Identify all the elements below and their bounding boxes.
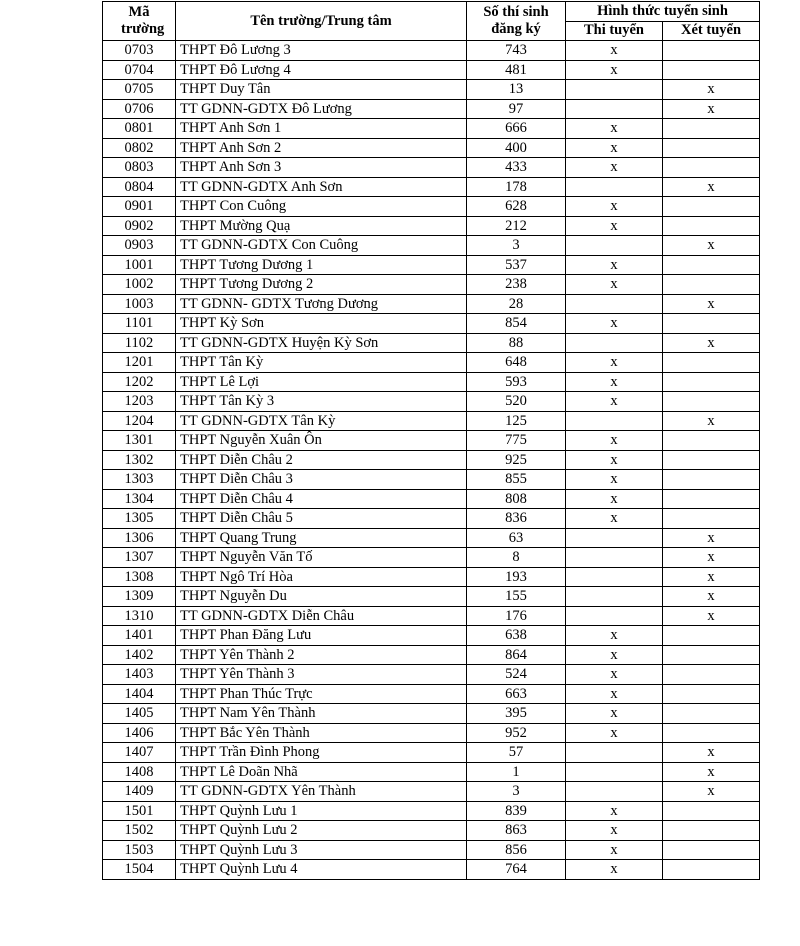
school-code-cell: 0804 (103, 177, 176, 197)
document-page (102, 1, 760, 880)
exam-mark-cell: x (566, 840, 663, 860)
school-name-cell: THPT Anh Sơn 3 (176, 158, 467, 178)
registered-count-cell: 925 (467, 450, 566, 470)
school-code-cell: 1406 (103, 723, 176, 743)
school-code-cell: 1504 (103, 860, 176, 880)
school-name-cell: THPT Quỳnh Lưu 1 (176, 801, 467, 821)
exam-mark-cell (566, 80, 663, 100)
review-mark-cell (663, 158, 760, 178)
review-mark-cell (663, 723, 760, 743)
school-name-cell: THPT Tân Kỳ (176, 353, 467, 373)
table-row (103, 99, 760, 119)
school-code-cell: 0803 (103, 158, 176, 178)
registered-count-cell: 520 (467, 392, 566, 412)
table-row (103, 470, 760, 490)
table-row (103, 353, 760, 373)
school-code-cell: 1301 (103, 431, 176, 451)
review-mark-cell (663, 645, 760, 665)
school-code-cell: 1402 (103, 645, 176, 665)
registered-count-cell: 666 (467, 119, 566, 139)
exam-mark-cell: x (566, 860, 663, 880)
review-mark-cell (663, 392, 760, 412)
review-mark-cell (663, 684, 760, 704)
school-code-cell: 1002 (103, 275, 176, 295)
review-mark-cell: x (663, 762, 760, 782)
exam-mark-cell: x (566, 60, 663, 80)
school-name-cell: THPT Con Cuông (176, 197, 467, 217)
school-name-cell: THPT Ngô Trí Hòa (176, 567, 467, 587)
school-name-cell: THPT Quỳnh Lưu 2 (176, 821, 467, 841)
table-row (103, 509, 760, 529)
exam-mark-cell: x (566, 801, 663, 821)
table-row (103, 840, 760, 860)
school-code-cell: 1304 (103, 489, 176, 509)
exam-mark-cell (566, 99, 663, 119)
review-mark-cell (663, 626, 760, 646)
exam-mark-cell (566, 333, 663, 353)
school-name-cell: THPT Anh Sơn 2 (176, 138, 467, 158)
school-name-cell: THPT Đô Lương 4 (176, 60, 467, 80)
school-name-cell: THPT Diễn Châu 4 (176, 489, 467, 509)
registered-count-cell: 212 (467, 216, 566, 236)
school-code-cell: 1201 (103, 353, 176, 373)
exam-mark-cell (566, 528, 663, 548)
header-registered-count: Số thí sinh đăng ký (467, 2, 566, 41)
exam-mark-cell (566, 411, 663, 431)
table-row (103, 606, 760, 626)
exam-mark-cell (566, 782, 663, 802)
table-header (103, 2, 760, 41)
registered-count-cell: 238 (467, 275, 566, 295)
exam-mark-cell: x (566, 41, 663, 61)
school-name-cell: THPT Đô Lương 3 (176, 41, 467, 61)
table-row (103, 684, 760, 704)
exam-mark-cell (566, 762, 663, 782)
review-mark-cell (663, 450, 760, 470)
registered-count-cell: 193 (467, 567, 566, 587)
exam-mark-cell (566, 567, 663, 587)
registered-count-cell: 628 (467, 197, 566, 217)
registered-count-cell: 648 (467, 353, 566, 373)
school-name-cell: THPT Trần Đình Phong (176, 743, 467, 763)
review-mark-cell (663, 840, 760, 860)
exam-mark-cell: x (566, 723, 663, 743)
school-code-cell: 1409 (103, 782, 176, 802)
school-name-cell: TT GDNN- GDTX Tương Dương (176, 294, 467, 314)
registered-count-cell: 8 (467, 548, 566, 568)
school-code-cell: 0705 (103, 80, 176, 100)
school-name-cell: THPT Mường Quạ (176, 216, 467, 236)
school-name-cell: TT GDNN-GDTX Con Cuông (176, 236, 467, 256)
review-mark-cell: x (663, 606, 760, 626)
review-mark-cell (663, 314, 760, 334)
school-name-cell: THPT Lê Doãn Nhã (176, 762, 467, 782)
review-mark-cell: x (663, 177, 760, 197)
registered-count-cell: 836 (467, 509, 566, 529)
school-name-cell: THPT Diễn Châu 2 (176, 450, 467, 470)
registered-count-cell: 764 (467, 860, 566, 880)
table-row (103, 743, 760, 763)
school-code-cell: 1203 (103, 392, 176, 412)
exam-mark-cell: x (566, 158, 663, 178)
registered-count-cell: 524 (467, 665, 566, 685)
table-row (103, 762, 760, 782)
school-name-cell: THPT Quỳnh Lưu 3 (176, 840, 467, 860)
review-mark-cell (663, 197, 760, 217)
table-row (103, 333, 760, 353)
registered-count-cell: 808 (467, 489, 566, 509)
school-name-cell: THPT Bắc Yên Thành (176, 723, 467, 743)
table-row (103, 314, 760, 334)
review-mark-cell (663, 60, 760, 80)
school-name-cell: THPT Quang Trung (176, 528, 467, 548)
review-mark-cell (663, 509, 760, 529)
review-mark-cell: x (663, 236, 760, 256)
review-mark-cell (663, 470, 760, 490)
school-code-cell: 1202 (103, 372, 176, 392)
table-row (103, 197, 760, 217)
exam-mark-cell (566, 587, 663, 607)
school-code-cell: 0703 (103, 41, 176, 61)
school-code-cell: 1408 (103, 762, 176, 782)
review-mark-cell: x (663, 294, 760, 314)
exam-mark-cell: x (566, 684, 663, 704)
exam-mark-cell: x (566, 314, 663, 334)
admissions-table (102, 1, 760, 880)
school-code-cell: 1309 (103, 587, 176, 607)
review-mark-cell: x (663, 333, 760, 353)
registered-count-cell: 155 (467, 587, 566, 607)
school-code-cell: 1003 (103, 294, 176, 314)
exam-mark-cell: x (566, 645, 663, 665)
review-mark-cell (663, 801, 760, 821)
review-mark-cell (663, 489, 760, 509)
exam-mark-cell (566, 606, 663, 626)
school-name-cell: THPT Yên Thành 3 (176, 665, 467, 685)
header-school-name: Tên trường/Trung tâm (176, 2, 467, 41)
review-mark-cell (663, 138, 760, 158)
school-code-cell: 1306 (103, 528, 176, 548)
school-name-cell: THPT Tương Dương 2 (176, 275, 467, 295)
registered-count-cell: 125 (467, 411, 566, 431)
school-code-cell: 0902 (103, 216, 176, 236)
school-code-cell: 1405 (103, 704, 176, 724)
table-row (103, 782, 760, 802)
school-code-cell: 1101 (103, 314, 176, 334)
table-row (103, 860, 760, 880)
table-row (103, 411, 760, 431)
registered-count-cell: 3 (467, 782, 566, 802)
review-mark-cell: x (663, 548, 760, 568)
table-row (103, 626, 760, 646)
school-code-cell: 1502 (103, 821, 176, 841)
school-name-cell: TT GDNN-GDTX Tân Kỳ (176, 411, 467, 431)
table-row (103, 704, 760, 724)
school-code-cell: 1403 (103, 665, 176, 685)
exam-mark-cell: x (566, 431, 663, 451)
school-code-cell: 1302 (103, 450, 176, 470)
exam-mark-cell: x (566, 821, 663, 841)
registered-count-cell: 57 (467, 743, 566, 763)
registered-count-cell: 481 (467, 60, 566, 80)
registered-count-cell: 839 (467, 801, 566, 821)
school-name-cell: TT GDNN-GDTX Diễn Châu (176, 606, 467, 626)
table-row (103, 158, 760, 178)
header-exam: Thi tuyển (566, 21, 663, 41)
registered-count-cell: 28 (467, 294, 566, 314)
table-row (103, 567, 760, 587)
school-name-cell: THPT Tân Kỳ 3 (176, 392, 467, 412)
exam-mark-cell: x (566, 216, 663, 236)
school-code-cell: 1407 (103, 743, 176, 763)
registered-count-cell: 433 (467, 158, 566, 178)
registered-count-cell: 855 (467, 470, 566, 490)
review-mark-cell (663, 372, 760, 392)
school-code-cell: 1308 (103, 567, 176, 587)
table-row (103, 80, 760, 100)
school-name-cell: THPT Diễn Châu 3 (176, 470, 467, 490)
table-row (103, 216, 760, 236)
school-name-cell: THPT Diễn Châu 5 (176, 509, 467, 529)
table-row (103, 665, 760, 685)
review-mark-cell: x (663, 99, 760, 119)
table-row (103, 645, 760, 665)
table-row (103, 236, 760, 256)
exam-mark-cell: x (566, 119, 663, 139)
header-school-code: Mã trường (103, 2, 176, 41)
school-code-cell: 0901 (103, 197, 176, 217)
registered-count-cell: 97 (467, 99, 566, 119)
school-code-cell: 1305 (103, 509, 176, 529)
school-code-cell: 1401 (103, 626, 176, 646)
registered-count-cell: 13 (467, 80, 566, 100)
table-row (103, 587, 760, 607)
exam-mark-cell: x (566, 275, 663, 295)
school-name-cell: THPT Tương Dương 1 (176, 255, 467, 275)
exam-mark-cell (566, 743, 663, 763)
school-code-cell: 0704 (103, 60, 176, 80)
review-mark-cell: x (663, 411, 760, 431)
registered-count-cell: 178 (467, 177, 566, 197)
registered-count-cell: 63 (467, 528, 566, 548)
exam-mark-cell (566, 236, 663, 256)
review-mark-cell: x (663, 528, 760, 548)
table-row (103, 275, 760, 295)
table-row (103, 489, 760, 509)
school-code-cell: 1102 (103, 333, 176, 353)
registered-count-cell: 864 (467, 645, 566, 665)
school-name-cell: THPT Nam Yên Thành (176, 704, 467, 724)
registered-count-cell: 537 (467, 255, 566, 275)
review-mark-cell: x (663, 743, 760, 763)
school-name-cell: THPT Nguyễn Văn Tố (176, 548, 467, 568)
exam-mark-cell: x (566, 197, 663, 217)
table-row (103, 255, 760, 275)
review-mark-cell (663, 119, 760, 139)
registered-count-cell: 176 (467, 606, 566, 626)
school-code-cell: 1503 (103, 840, 176, 860)
registered-count-cell: 400 (467, 138, 566, 158)
review-mark-cell: x (663, 80, 760, 100)
exam-mark-cell: x (566, 138, 663, 158)
registered-count-cell: 3 (467, 236, 566, 256)
registered-count-cell: 775 (467, 431, 566, 451)
school-name-cell: TT GDNN-GDTX Yên Thành (176, 782, 467, 802)
registered-count-cell: 88 (467, 333, 566, 353)
exam-mark-cell (566, 294, 663, 314)
review-mark-cell (663, 255, 760, 275)
registered-count-cell: 1 (467, 762, 566, 782)
school-name-cell: THPT Yên Thành 2 (176, 645, 467, 665)
review-mark-cell: x (663, 587, 760, 607)
exam-mark-cell: x (566, 392, 663, 412)
school-name-cell: THPT Kỳ Sơn (176, 314, 467, 334)
school-code-cell: 1501 (103, 801, 176, 821)
exam-mark-cell: x (566, 704, 663, 724)
registered-count-cell: 952 (467, 723, 566, 743)
review-mark-cell (663, 665, 760, 685)
school-code-cell: 1404 (103, 684, 176, 704)
exam-mark-cell: x (566, 665, 663, 685)
review-mark-cell (663, 704, 760, 724)
registered-count-cell: 743 (467, 41, 566, 61)
table-row (103, 431, 760, 451)
exam-mark-cell (566, 548, 663, 568)
table-row (103, 548, 760, 568)
table-row (103, 821, 760, 841)
registered-count-cell: 863 (467, 821, 566, 841)
registered-count-cell: 395 (467, 704, 566, 724)
review-mark-cell: x (663, 567, 760, 587)
school-name-cell: THPT Quỳnh Lưu 4 (176, 860, 467, 880)
registered-count-cell: 854 (467, 314, 566, 334)
table-row (103, 450, 760, 470)
review-mark-cell (663, 41, 760, 61)
exam-mark-cell: x (566, 489, 663, 509)
exam-mark-cell: x (566, 626, 663, 646)
table-row (103, 723, 760, 743)
table-body (103, 41, 760, 880)
exam-mark-cell: x (566, 509, 663, 529)
school-name-cell: THPT Lê Lợi (176, 372, 467, 392)
school-code-cell: 0706 (103, 99, 176, 119)
school-code-cell: 0801 (103, 119, 176, 139)
school-code-cell: 1001 (103, 255, 176, 275)
header-admission-method: Hình thức tuyển sinh (566, 2, 760, 22)
table-row (103, 294, 760, 314)
table-row (103, 801, 760, 821)
school-name-cell: THPT Phan Đăng Lưu (176, 626, 467, 646)
exam-mark-cell: x (566, 255, 663, 275)
school-name-cell: THPT Nguyễn Du (176, 587, 467, 607)
registered-count-cell: 663 (467, 684, 566, 704)
exam-mark-cell: x (566, 450, 663, 470)
header-review: Xét tuyển (663, 21, 760, 41)
exam-mark-cell (566, 177, 663, 197)
table-row (103, 138, 760, 158)
review-mark-cell (663, 216, 760, 236)
school-code-cell: 1204 (103, 411, 176, 431)
table-row (103, 372, 760, 392)
table-row (103, 177, 760, 197)
review-mark-cell (663, 353, 760, 373)
school-name-cell: THPT Anh Sơn 1 (176, 119, 467, 139)
review-mark-cell (663, 431, 760, 451)
table-row (103, 528, 760, 548)
exam-mark-cell: x (566, 353, 663, 373)
table-row (103, 41, 760, 61)
exam-mark-cell: x (566, 372, 663, 392)
table-row (103, 60, 760, 80)
review-mark-cell (663, 275, 760, 295)
review-mark-cell (663, 821, 760, 841)
school-name-cell: TT GDNN-GDTX Anh Sơn (176, 177, 467, 197)
school-name-cell: TT GDNN-GDTX Huyện Kỳ Sơn (176, 333, 467, 353)
school-code-cell: 0903 (103, 236, 176, 256)
school-code-cell: 1307 (103, 548, 176, 568)
registered-count-cell: 593 (467, 372, 566, 392)
review-mark-cell: x (663, 782, 760, 802)
school-name-cell: THPT Nguyễn Xuân Ôn (176, 431, 467, 451)
review-mark-cell (663, 860, 760, 880)
registered-count-cell: 856 (467, 840, 566, 860)
exam-mark-cell: x (566, 470, 663, 490)
school-code-cell: 0802 (103, 138, 176, 158)
registered-count-cell: 638 (467, 626, 566, 646)
school-code-cell: 1310 (103, 606, 176, 626)
school-name-cell: THPT Phan Thúc Trực (176, 684, 467, 704)
table-row (103, 119, 760, 139)
school-name-cell: THPT Duy Tân (176, 80, 467, 100)
school-name-cell: TT GDNN-GDTX Đô Lương (176, 99, 467, 119)
school-code-cell: 1303 (103, 470, 176, 490)
table-row (103, 392, 760, 412)
